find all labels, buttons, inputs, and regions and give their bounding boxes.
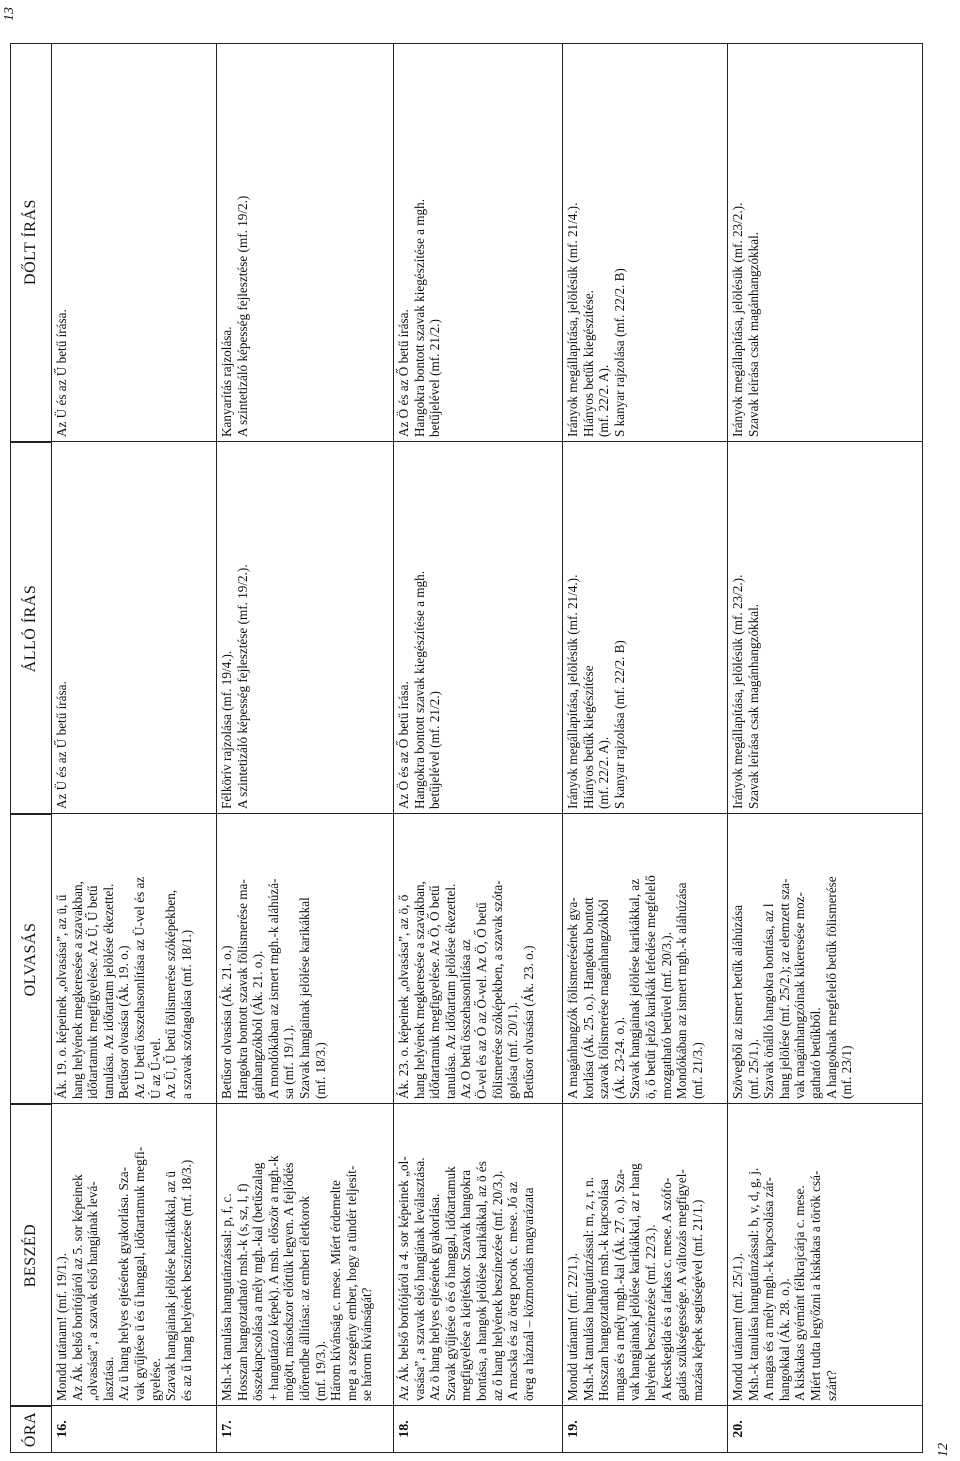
text-line: meg a szegény ember, hogy a tündér teljesít-: [343, 1165, 359, 1401]
text-line: Mondd utánam! (mf. 19/1.).: [54, 1253, 69, 1401]
text-line: vasása”, a szavak első hangjának leválasztása.: [411, 1157, 427, 1401]
page-number-left: 12: [936, 1443, 951, 1457]
dolt-iras-cell: [217, 42, 250, 442]
text-line: S kanyar rajzolása (mf. 22/2. B): [611, 268, 627, 437]
text-line: Három kívánság c. mese. Miért érdemelte: [328, 1180, 344, 1401]
dolt-iras-cell: [563, 42, 627, 442]
text-line: Az O betű összehasonlítása az: [458, 939, 474, 1099]
text-line: az ő hang helyének beszínezése (mf. 20/3.).: [489, 1170, 505, 1401]
text-line: időtartamuk megfigyelése. Az Ü, Ű betű: [85, 885, 101, 1099]
row-number: 16.: [55, 1420, 70, 1438]
text-line: Mondd utánam! (mf. 22/1.).: [565, 1253, 580, 1401]
text-line: golása (mf. 20/1.).: [505, 1001, 521, 1099]
page-number-right: 13: [2, 7, 17, 21]
table-row-20: [728, 44, 922, 1452]
text-line: Szavak leírása csak magánhangzókkal.: [745, 603, 761, 809]
text-line: Hosszan hangoztatható msh.-k (s, sz, l, f): [234, 1183, 250, 1401]
text-line: Msh.-k tanulása hangutánzással: b, v, d, g, j.: [745, 1167, 761, 1401]
text-line: S kanyar rajzolása (mf. 22/2. B): [611, 640, 627, 809]
text-line: Msh.-k tanulása hangutánzással: p, f, c.: [219, 1193, 234, 1401]
text-line: ö, ő betűt jelző karikák lefedése megfelelő: [642, 875, 658, 1099]
text-line: Ú az Ű-vel.: [147, 1037, 163, 1099]
text-line: időtartamuk megfigyelése. Az Ö, Ő betű: [427, 885, 443, 1099]
text-line: fölismerése szóképekben, a szavak szóta-: [489, 880, 505, 1099]
text-line: Mondd utánam! (mf. 25/1.).: [730, 1253, 745, 1401]
text-line: Hangokra bontott szavak fölismerése ma-: [234, 879, 250, 1099]
text-line: szavak fölismerése magánhangzókból: [596, 899, 612, 1099]
allo-iras-cell: [217, 442, 250, 814]
text-line: öreg a háznál – közmondás magyarázata: [520, 1187, 536, 1401]
row-number: 17.: [220, 1420, 235, 1438]
allo-iras-cell: [52, 442, 70, 814]
text-line: sa (mf. 19/1.).: [281, 1024, 297, 1099]
text-line: Az ü hang helyes ejtésének gyakorlása. Sza-: [116, 1167, 132, 1401]
text-line: A magas és a mély mgh.-k kapcsolása zár-: [761, 1177, 777, 1401]
text-line: vak gyűjtése ü és ű hanggal, időtartamuk megfi-: [131, 1146, 147, 1401]
text-line: betűjelével (mf. 21/2.): [427, 691, 443, 809]
text-line: A macska és az öreg pocok c. mese. Jó az: [505, 1181, 521, 1401]
text-line: (mf. 18/3.): [312, 1042, 328, 1099]
text-line: mozgatható betűvel (mf. 20/3.).: [658, 932, 674, 1099]
text-line: hang helyének megkeresése a szavakban,: [411, 881, 427, 1099]
text-line: Ák. 23. o. képeinek „olvasása”, az ö, ő: [396, 894, 411, 1099]
text-line: Félkörív rajzolása (mf. 19/4.).: [219, 650, 234, 809]
text-line: (mf. 22/2. A).: [596, 736, 612, 809]
header-beszed: BESZÉD: [11, 1104, 51, 1406]
text-line: Szavak hangjainak jelölése karikákkal: [296, 897, 312, 1099]
row-number: 19.: [566, 1420, 581, 1438]
table-row-19: [563, 44, 727, 1452]
allo-iras-cell: [394, 442, 443, 814]
text-line: (Ák. 23-24. o.).: [611, 1016, 627, 1099]
text-line: gatható betűkből.: [807, 1007, 823, 1099]
text-line: (mf. 19/3.).: [312, 1340, 328, 1401]
text-line: (mf. 25/1.).: [745, 1038, 761, 1099]
text-line: (mf. 21/3.): [689, 1042, 705, 1099]
olvasas-cell: [217, 814, 328, 1104]
text-line: magas és a mély mgh.-kal (Ák. 27. o.). Sza-: [611, 1169, 627, 1401]
olvasas-cell: [563, 814, 705, 1104]
beszed-cell: [728, 1104, 839, 1406]
row-number: 18.: [397, 1420, 412, 1438]
text-line: Szavak hangjainak jelölése karikákkal, az ü: [163, 1171, 179, 1401]
table-row-16: [52, 44, 216, 1452]
olvasas-cell: [394, 814, 536, 1104]
text-line: A kecskegida és a farkas c. mese. A szófo-: [658, 1177, 674, 1401]
dolt-iras-cell: [728, 42, 761, 442]
text-line: Az Ü és az Ű betű írása.: [54, 681, 69, 809]
beszed-cell: [217, 1104, 375, 1406]
table-row-17: [217, 44, 393, 1452]
text-line: hang jelölése (mf. 25/2.); az elemzett sza-: [776, 878, 792, 1099]
text-line: A hangoknak megfelelő betűk fölismerése: [823, 876, 839, 1099]
text-line: Az Ü, Ű betű fölismerése szóképekben,: [163, 889, 179, 1099]
olvasas-cell: [52, 814, 194, 1104]
text-line: a szavak szótagolása (mf. 18/1.): [178, 929, 194, 1099]
text-line: hang helyének megkeresése a szavakban,: [69, 881, 85, 1099]
text-line: „olvasása”, a szavak első hangjának levá-: [85, 1181, 101, 1401]
text-line: Hiányos betűk kiegészítése.: [580, 290, 596, 437]
text-line: A kiskakas gyémánt félkrajcárja c. mese.: [792, 1185, 808, 1401]
text-line: tanulása. Az időtartam jelölése ékezettel.: [442, 883, 458, 1099]
beszed-cell: [563, 1104, 705, 1406]
text-line: Az Ö és az Ő betű írása.: [396, 681, 411, 809]
text-line: Hiányos betűk kiegészítése: [580, 665, 596, 809]
allo-iras-cell: [563, 442, 627, 814]
text-line: Msh.-k tanulása hangutánzással: m, z, r, n.: [580, 1177, 596, 1401]
text-line: Szavak gyűjtése ö és ő hanggal, időtartamuk: [442, 1166, 458, 1401]
beszed-cell: [394, 1104, 536, 1406]
text-line: összekapcsolása a mély mgh.-kal (betűszalag: [250, 1162, 266, 1401]
text-line: Ák. 19. o. képeinek „olvasása”, az ü, ű: [54, 894, 69, 1099]
text-line: Az U betű összehasonlítása az Ü-vel és az: [131, 876, 147, 1099]
text-line: mögött, másodszor előttük legyen. A fejlődés: [281, 1162, 297, 1401]
text-line: gánhangzókból (Ák. 21. o.).: [250, 950, 266, 1099]
text-line: Irányok megállapítása, jelölésük (mf. 21/4.).: [565, 202, 580, 437]
text-line: vak hangjainak jelölése karikákkal, az r hang: [627, 1163, 643, 1401]
text-line: Szavak leírása csak magánhangzókkal.: [745, 231, 761, 437]
text-line: helyének beszínezése (mf. 22/3.).: [642, 1224, 658, 1401]
text-line: Betűsor olvasása (Ák. 19. o.): [116, 945, 132, 1099]
text-line: időrendbe állítása: az emberi életkorok: [296, 1195, 312, 1401]
header-dolt-iras: DŐLT ÍRÁS: [22, 199, 39, 285]
text-line: hangokkal (Ák. 28. o.).: [776, 1278, 792, 1401]
text-line: Szövegből az ismert betűk aláhúzása: [730, 904, 745, 1099]
olvasas-cell: [728, 814, 855, 1104]
text-line: bontása, a hangok jelölése karikákkal, az ö és: [473, 1161, 489, 1401]
text-line: Betűsor olvasása (Ák. 21. o.): [219, 945, 234, 1099]
allo-iras-cell: [728, 442, 761, 814]
text-line: A szintetizáló képesség fejlesztése (mf. 19/2.): [234, 195, 250, 437]
table-row-18: [394, 44, 562, 1452]
text-line: és az ű hang helyének beszínezése (mf. 18/3.): [178, 1159, 194, 1401]
text-line: Betűsor olvasása (Ák. 23. o.): [520, 945, 536, 1099]
text-line: Irányok megállapítása, jelölésük (mf. 23/2.).: [730, 202, 745, 437]
text-line: vak magánhangzóinak kikeresése moz-: [792, 892, 808, 1099]
text-line: A mondókában az ismert mgh.-k aláhúzá-: [265, 878, 281, 1099]
text-line: Hangokra bontott szavak kiegészítése a mgh.: [411, 198, 427, 437]
text-line: tanulása. Az időtartam jelölése ékezettel.: [100, 883, 116, 1099]
text-line: se három kívánságát?: [359, 1287, 375, 1401]
curriculum-table: [10, 43, 923, 1453]
text-line: (mf. 22/2. A).: [596, 364, 612, 437]
text-line: + hangutánzó képek). A msh. először a mgh.-k: [265, 1155, 281, 1401]
text-line: gyelése.: [147, 1358, 163, 1401]
text-line: Szavak hangjainak jelölése karikákkal, az: [627, 878, 643, 1099]
text-line: Szavak önálló hangokra bontása, az l: [761, 903, 777, 1099]
text-line: gadás szükségessége. A változás megfigyel-: [674, 1169, 690, 1401]
text-line: Irányok megállapítása, jelölésük (mf. 21/4.).: [565, 574, 580, 809]
dolt-iras-cell: [52, 42, 70, 442]
beszed-cell: [52, 1104, 194, 1406]
text-line: betűjelével (mf. 21/2.): [427, 319, 443, 437]
text-line: (mf. 23/1): [839, 1045, 855, 1099]
text-line: Miért tudta legyőzni a kiskakas a török csá-: [807, 1170, 823, 1401]
text-line: Kanyarítás rajzolása.: [219, 326, 234, 437]
header-olvasas: OLVASÁS: [11, 814, 51, 1104]
text-line: A szintetizáló képesség fejlesztése (mf. 19/2.).: [234, 564, 250, 809]
row-number: 20.: [731, 1420, 746, 1438]
dolt-iras-cell: [394, 42, 443, 442]
text-line: szárt?: [823, 1370, 839, 1401]
text-line: Az Ü és az Ű betű írása.: [54, 309, 69, 437]
text-line: Hangokra bontott szavak kiegészítése a mgh.: [411, 570, 427, 809]
text-line: korlása (Ák. 25. o.). Hangokra bontott: [580, 897, 596, 1099]
text-line: Irányok megállapítása, jelölésük (mf. 23/2.).: [730, 574, 745, 809]
text-line: Az Ö és az Ő betű írása.: [396, 309, 411, 437]
text-line: Mondókában az ismert mgh.-k aláhúzása: [674, 882, 690, 1099]
text-line: Ö-vel és az Ó az Ő-vel. Az Ö, Ő betű: [473, 902, 489, 1099]
text-line: Az ö hang helyes ejtésének gyakorlása.: [427, 1193, 443, 1401]
text-line: Az Ák. belső borítójáról az 5. sor képeinek: [69, 1174, 85, 1401]
text-line: megfigyelése a kiejtéskor. Szavak hangokra: [458, 1169, 474, 1401]
text-line: mazása képek segítségével (mf. 21/1.): [689, 1199, 705, 1401]
header-ora: ÓRA: [11, 1406, 51, 1452]
header-allo-iras: ÁLLÓ ÍRÁS: [11, 442, 51, 814]
text-line: Az Ák. belső borítójáról a 4. sor képeinek „ol-: [396, 1156, 411, 1401]
text-line: A magánhangzók fölismerésének gya-: [565, 897, 580, 1099]
text-line: Hosszan hangoztatható msh.-k kapcsolása: [596, 1179, 612, 1401]
text-line: lasztása.: [100, 1356, 116, 1401]
